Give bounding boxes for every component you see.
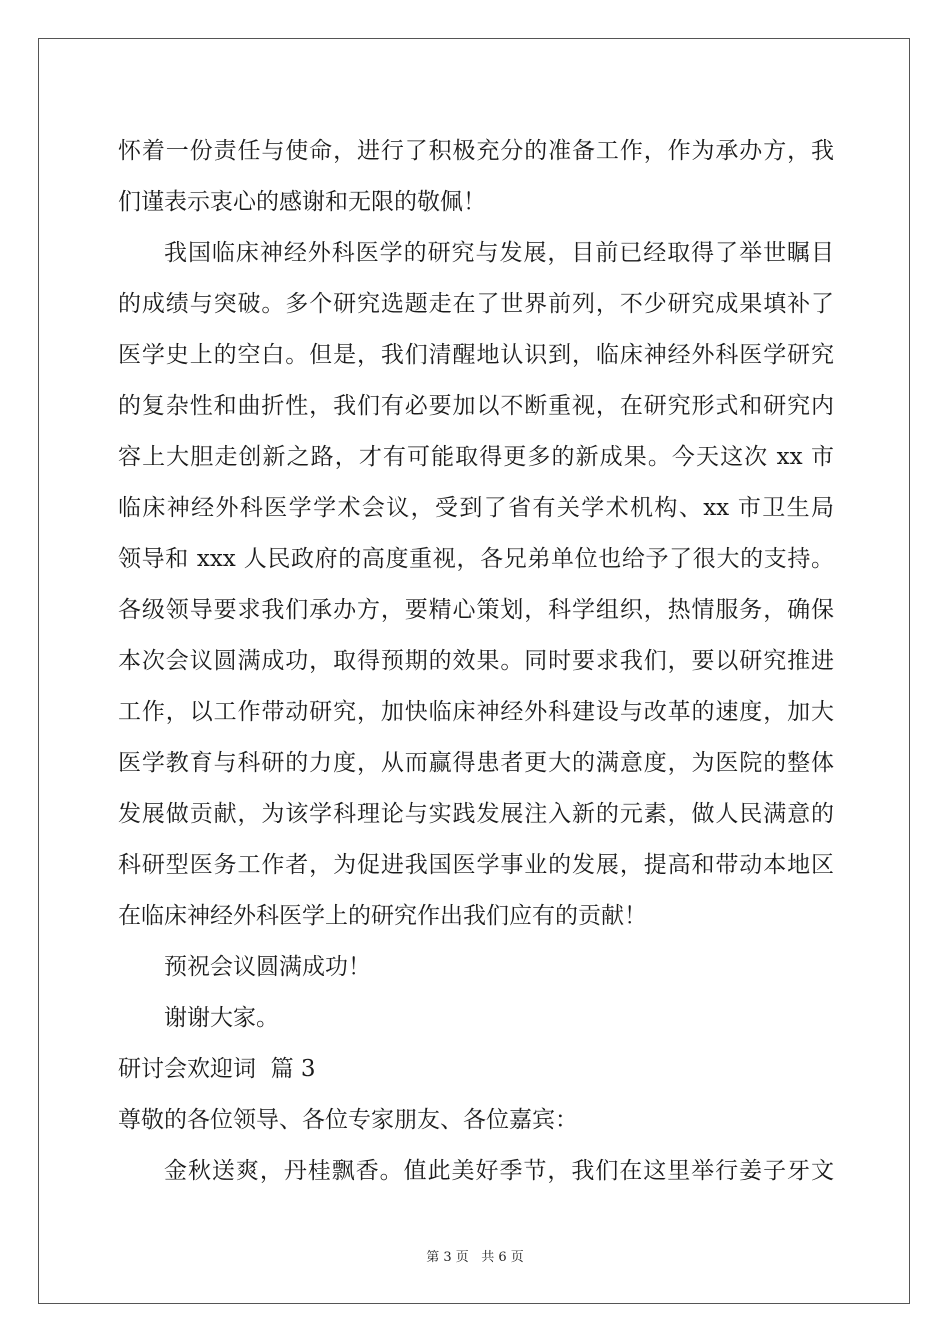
text-line: 们谨表示衷心的感谢和无限的敬佩！	[118, 189, 486, 215]
text-line: 本次会议圆满成功，取得预期的效果。同时要求我们，要以研究推进	[118, 648, 834, 674]
text-line: 医学教育与科研的力度，从而赢得患者更大的满意度，为医院的整体	[118, 750, 834, 776]
text-line: 我国临床神经外科医学的研究与发展，目前已经取得了举世瞩目	[164, 240, 834, 266]
text-line: 科研型医务工作者，为促进我国医学事业的发展，提高和带动本地区	[118, 852, 834, 878]
text-line: 医学史上的空白。但是，我们清醒地认识到，临床神经外科医学研究	[118, 342, 834, 368]
text-line: 金秋送爽，丹桂飘香。值此美好季节，我们在这里举行姜子牙文	[164, 1158, 834, 1184]
text-line: 容上大胆走创新之路，才有可能取得更多的新成果。今天这次 xx 市	[118, 444, 834, 470]
wish-line: 预祝会议圆满成功！	[164, 954, 371, 980]
text-line: 的复杂性和曲折性，我们有必要加以不断重视，在研究形式和研究内	[118, 393, 834, 419]
thanks-line: 谢谢大家。	[164, 1005, 279, 1031]
text-line: 领导和 xxx 人民政府的高度重视，各兄弟单位也给予了很大的支持。	[118, 546, 834, 572]
text-line: 各级领导要求我们承办方，要精心策划，科学组织，热情服务，确保	[118, 597, 834, 623]
text-line: 怀着一份责任与使命，进行了积极充分的准备工作，作为承办方，我	[118, 138, 834, 164]
salutation: 尊敬的各位领导、各位专家朋友、各位嘉宾：	[118, 1107, 578, 1133]
text-line: 的成绩与突破。多个研究选题走在了世界前列，不少研究成果填补了	[118, 291, 834, 317]
text-line: 临床神经外科医学学术会议，受到了省有关学术机构、xx 市卫生局	[118, 495, 834, 521]
section-heading: 研讨会欢迎词 篇 3	[118, 1056, 316, 1082]
document-body	[118, 126, 834, 1197]
text-line: 在临床神经外科医学上的研究作出我们应有的贡献！	[118, 903, 647, 929]
page-number-footer: 第 3 页 共 6 页	[426, 1250, 524, 1265]
text-line: 发展做贡献，为该学科理论与实践发展注入新的元素，做人民满意的	[118, 801, 834, 827]
text-line: 工作，以工作带动研究，加快临床神经外科建设与改革的速度，加大	[118, 699, 834, 725]
